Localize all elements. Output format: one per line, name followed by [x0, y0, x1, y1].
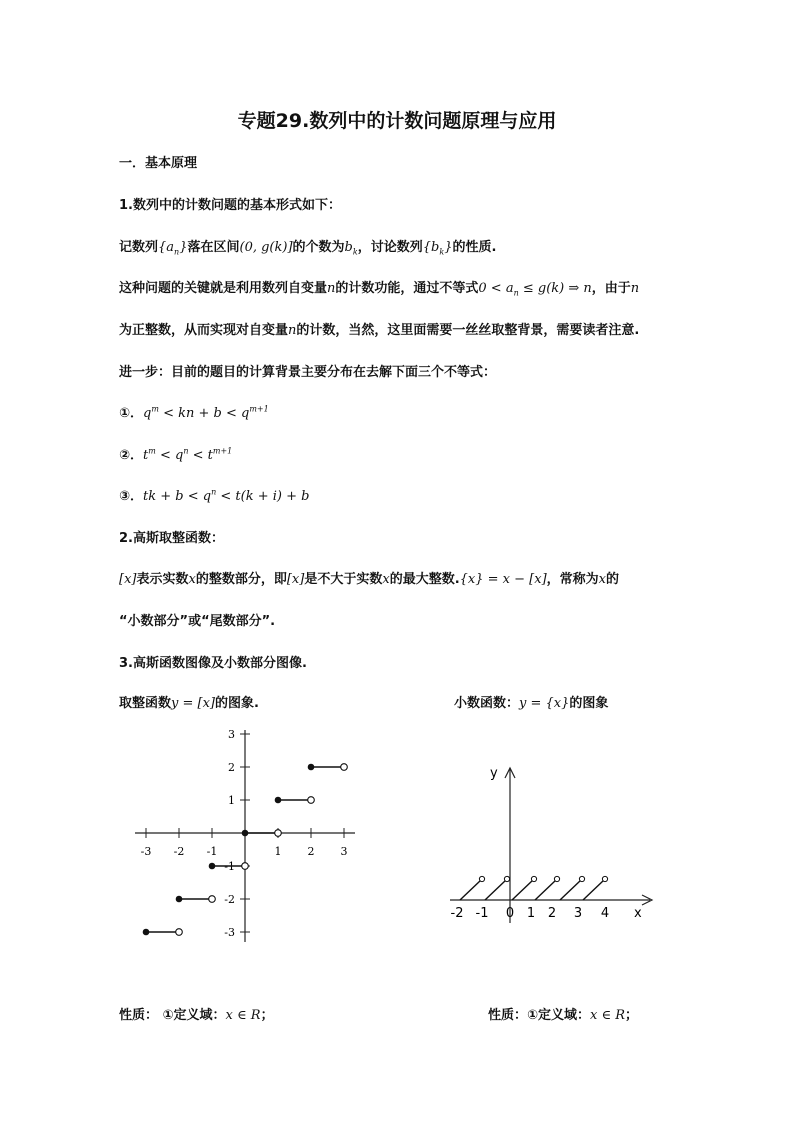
paragraph-definition — [119, 236, 496, 257]
math-n: n — [327, 281, 336, 296]
heading-graphs: 3.高斯函数图像及小数部分图像. — [119, 656, 307, 671]
text: 的性质. — [452, 240, 497, 255]
open-endpoint — [341, 764, 348, 771]
paragraph-further: 进一步：目前的题目的计算背景主要分布在去解下面三个不等式： — [119, 365, 497, 380]
closed-endpoint — [242, 830, 249, 837]
open-endpoint — [531, 876, 536, 881]
inequality-1: ①．$q^m$ < kn + $b < q^{m+1}$ — [119, 404, 269, 421]
math-an: $\{a_n\}$ — [158, 240, 188, 257]
floor-function-graph — [130, 720, 370, 950]
open-endpoint — [579, 876, 584, 881]
fraction-segment — [535, 880, 556, 900]
heading-counting-form: 1.数列中的计数问题的基本形式如下： — [119, 198, 341, 213]
closed-endpoint — [176, 896, 183, 903]
paragraph-gauss: [x]表示实数x的整数部分，即[x]是不大于实数x的最大整数.{x} = x − [x]，常称为x的 — [119, 572, 620, 587]
x-tick-label: 0 — [505, 906, 515, 921]
fraction-segment — [583, 880, 604, 900]
open-endpoint — [242, 863, 249, 870]
open-endpoint — [209, 896, 216, 903]
property-left: 性质： ①定义域：x ∈ R； — [119, 1008, 274, 1023]
fraction-segment — [512, 880, 533, 900]
text: ，讨论数列 — [357, 240, 423, 255]
property-right: 性质：①定义域：x ∈ R； — [488, 1008, 639, 1023]
open-endpoint — [479, 876, 484, 881]
paragraph-key-cont: 为正整数，从而实现对自变量n的计数，当然，这里面需要一丝丝取整背景，需要读者注意. — [119, 323, 640, 338]
x-tick-label: 3 — [573, 906, 583, 921]
y-tick-label: 1 — [228, 794, 235, 807]
open-endpoint — [176, 929, 183, 936]
math-n: n — [630, 281, 640, 296]
x-tick-label: 3 — [340, 845, 348, 858]
section-heading-basics: 一．基本原理 — [119, 156, 198, 171]
fraction-segment — [560, 880, 581, 900]
y-tick-label: 2 — [228, 761, 235, 774]
x-tick-label: -1 — [475, 906, 489, 921]
paragraph-gauss-cont: “小数部分”或“尾数部分”. — [119, 614, 276, 629]
inequality-2: ②．$t^m < q^n < t^{m+1}$ — [119, 446, 233, 463]
math-interval: (0, g(k)] — [239, 240, 293, 255]
x-tick-label: -1 — [206, 845, 218, 858]
y-tick-label: -2 — [224, 893, 235, 906]
open-endpoint — [308, 797, 315, 804]
x-tick-label: -2 — [450, 906, 464, 921]
open-endpoint — [275, 830, 282, 837]
closed-endpoint — [308, 764, 315, 771]
math-n: n — [288, 323, 297, 338]
math-inequality: $0 < a_n \le g(k)$ ⇒ n — [478, 281, 592, 298]
math-bk-seq: $\{b_k\}$ — [422, 240, 453, 257]
open-endpoint — [554, 876, 559, 881]
x-tick-label: 1 — [274, 845, 282, 858]
x-tick-label: -2 — [173, 845, 185, 858]
y-tick-label: 3 — [228, 728, 235, 741]
x-tick-label: 2 — [547, 906, 557, 921]
fraction-segment — [485, 880, 506, 900]
x-tick-label: 4 — [600, 906, 610, 921]
text: 的个数为 — [292, 240, 345, 255]
x-axis-label: x — [634, 906, 642, 921]
closed-endpoint — [209, 863, 216, 870]
y-axis-label: y — [490, 766, 498, 781]
x-tick-label: 2 — [307, 845, 315, 858]
heading-gauss: 2.高斯取整函数： — [119, 531, 224, 546]
x-tick-label: -3 — [140, 845, 152, 858]
text: 落在区间 — [187, 240, 240, 255]
y-tick-label: -3 — [224, 926, 235, 939]
open-endpoint — [504, 876, 509, 881]
closed-endpoint — [143, 929, 150, 936]
page-title: 专题29.数列中的计数问题原理与应用 — [237, 110, 557, 132]
fraction-function-graph — [440, 760, 660, 930]
y-tick-label: -1 — [224, 860, 235, 873]
math-bk: $b_k$ — [344, 240, 358, 257]
open-endpoint — [602, 876, 607, 881]
paragraph-key: 这种问题的关键就是利用数列自变量n的计数功能，通过不等式$0 < a_n \le g(k)$ ⇒ n，由于n — [119, 281, 640, 298]
x-tick-label: 1 — [526, 906, 536, 921]
closed-endpoint — [275, 797, 282, 804]
text: 记数列 — [119, 240, 159, 255]
caption-floor: 取整函数y = [x]的图象. — [119, 696, 259, 711]
caption-fraction: 小数函数：y = {x}的图象 — [454, 696, 609, 711]
fraction-segment — [460, 880, 481, 900]
inequality-3: ③．tk + $b < q^n < t(k + i) + b$ — [119, 487, 310, 504]
